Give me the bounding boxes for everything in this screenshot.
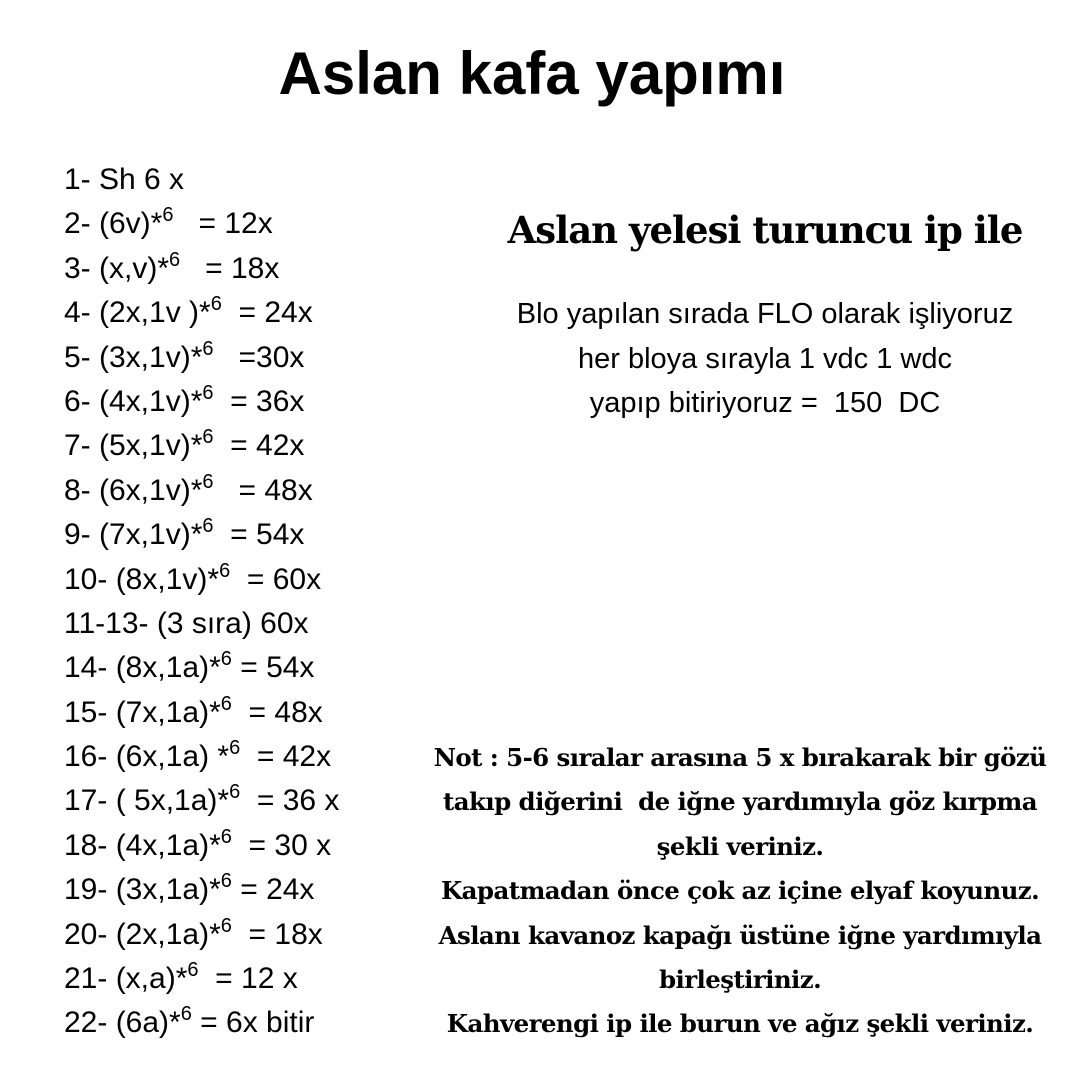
note-line: Not : 5-6 sıralar arasına 5 x bırakarak bir gözü [433, 743, 1047, 772]
round-step: 8- (6x,1v)*$^6$ = 48x [64, 470, 313, 507]
mane-line: Blo yapılan sırada FLO olarak işliyoruz [516, 298, 1014, 330]
round-step: 6- (4x,1v)*$^6$ = 36x [64, 381, 305, 418]
round-step: 22- (6a)*$^6$ = 6x bitir [64, 1003, 315, 1040]
round-step: 17- ( 5x,1a)*$^6$ = 36 x [64, 781, 340, 818]
round-step: 10- (8x,1v)*$^6$ = 60x [64, 559, 322, 596]
round-step: 9- (7x,1v)*$^6$ = 54x [64, 515, 305, 552]
note-line: şekli veriniz. [656, 831, 824, 861]
round-step: 15- (7x,1a)*$^6$ = 48x [64, 692, 323, 729]
round-step: 20- (2x,1a)*$^6$ = 18x [64, 914, 323, 951]
mane-line: her bloya sırayla 1 vdc 1 wdc [578, 342, 952, 375]
round-step: 7- (5x,1v)*$^6$ = 42x [64, 426, 305, 463]
page-title: Aslan kafa yapımı [278, 40, 786, 107]
round-step: 4- (2x,1v )*$^6$ = 24x [64, 293, 313, 330]
mane-instructions [460, 292, 1070, 426]
notes-block [400, 736, 1080, 1047]
round-step: 21- (x,a)*$^6$ = 12 x [64, 959, 298, 996]
round-step: 11-13- (3 sıra) 60x [64, 606, 309, 640]
round-step: 1- Sh 6 x [64, 163, 185, 196]
round-step: 18- (4x,1a)*$^6$ = 30 x [64, 825, 332, 862]
note-line: takıp diğerini de iğne yardımıyla göz kırpma [443, 787, 1037, 817]
note-line: birleştiriniz. [658, 965, 822, 995]
mane-heading: Aslan yelesi turuncu ip ile [507, 208, 1023, 252]
note-line: Kahverengi ip ile burun ve ağız şekli veriniz. [446, 1009, 1034, 1039]
round-step: 3- (x,v)*$^6$ = 18x [64, 248, 280, 285]
round-step: 16- (6x,1a) *$^6$ = 42x [64, 737, 332, 774]
note-line: Kapatmadan önce çok az içine elyaf koyunuz. [440, 876, 1040, 906]
round-step: 2- (6v)*$^6$ = 12x [64, 204, 273, 241]
mane-line: yapıp bitiriyoruz = 150 DC [589, 387, 941, 419]
round-step: 19- (3x,1a)*$^6$ = 24x [64, 870, 315, 907]
note-line: Aslanı kavanoz kapağı üstüne iğne yardımıyla [438, 920, 1042, 950]
round-instructions-list [64, 158, 339, 1046]
round-step: 14- (8x,1a)*$^6$ = 54x [64, 648, 315, 685]
round-step: 5- (3x,1v)*$^6$ =30x [64, 337, 305, 374]
